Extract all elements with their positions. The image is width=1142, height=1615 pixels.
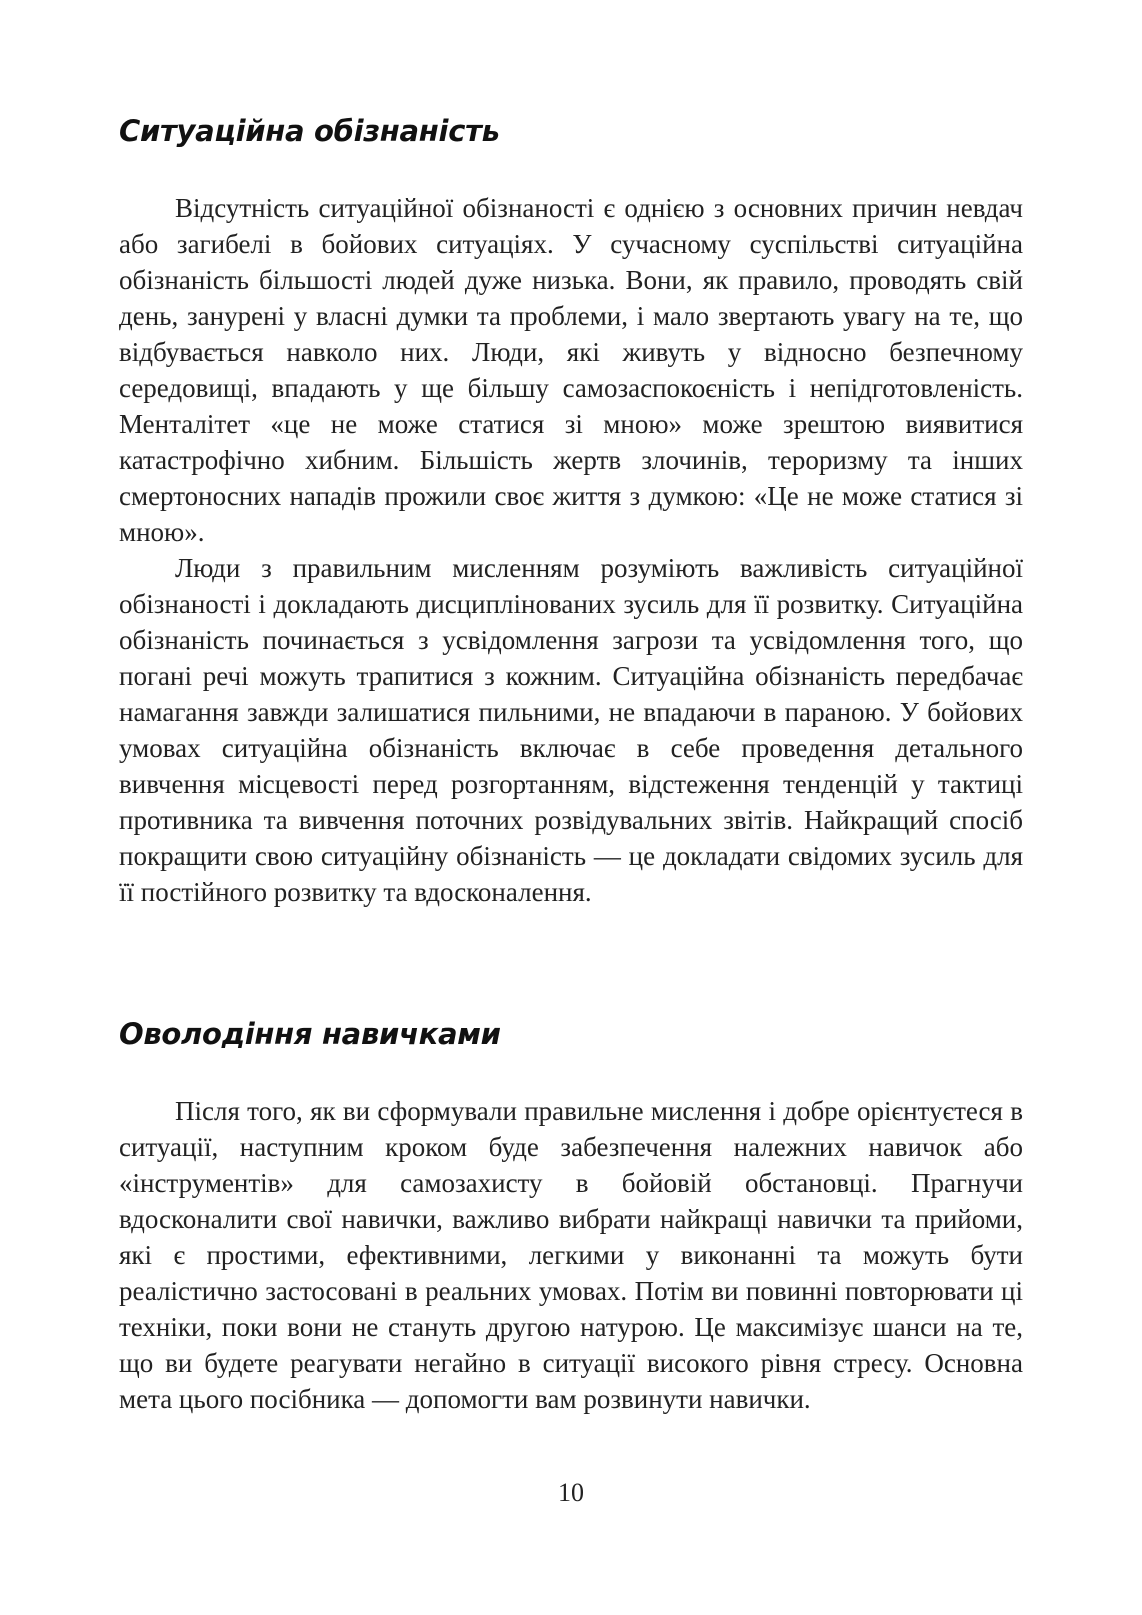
paragraph: Люди з правильним мисленням розуміють важливість ситуаційної обізнаності і докладають дисциплінованих зусиль для її розвитку. Ситуаційна обізнаність починається з усвідомлення загрози та усвідомлення того, що погані речі можуть трапитися з кожним. Ситуаційна обізнаність передбачає намагання завжди залишатися пильними, не впадаючи в параною. У бойових умовах ситуаційна обізнаність включає в себе проведення детального вивчення місцевості перед розгортанням, відстеження тенденцій у тактиці противника та вивчення поточних розвідувальних звітів. Найкращий спосіб покращити свою ситуаційну обізнаність — це докладати свідомих зусиль для її постійного розвитку та вдосконалення. xyxy=(119,553,1023,907)
paragraph: Після того, як ви сформували правильне мислення і добре орієнтуєтеся в ситуації, наступним кроком буде забезпечення належних навичок або «інструментів» для самозахисту в бойовій обстановці. Прагнучи вдосконалити свої навички, важливо вибрати найкращі навички та прийоми, які є простими, ефективними, легкими у виконанні та можуть бути реалістично застосовані в реальних умовах. Потім ви повинні повторювати ці техніки, поки вони не стануть другою натурою. Це максимізує шанси на те, що ви будете реагувати негайно в ситуації високого рівня стресу. Основна мета цього посібника — допомогти вам розвинути навички. xyxy=(119,1096,1023,1414)
section-heading: Ситуаційна обізнаність xyxy=(119,114,500,148)
paragraph: Відсутність ситуаційної обізнаності є однією з основних причин невдач або загибелі в бойових ситуаціях. У сучасному суспільстві ситуаційна обізнаність більшості людей дуже низька. Вони, як правило, проводять свій день, занурені у власні думки та проблеми, і мало звертають увагу на те, що відбувається навколо них. Люди, які живуть у відносно безпечному середовищі, впадають у ще більшу самозаспокоєність і непідготовленість. Менталітет «це не може статися зі мною» може зрештою виявитися катастрофічно хибним. Більшість жертв злочинів, тероризму та інших смертоносних нападів прожили своє життя з думкою: «Це не може статися зі мною». xyxy=(119,193,1023,547)
page-number: 10 xyxy=(558,1478,584,1507)
section-heading: Оволодіння навичками xyxy=(119,1017,501,1051)
